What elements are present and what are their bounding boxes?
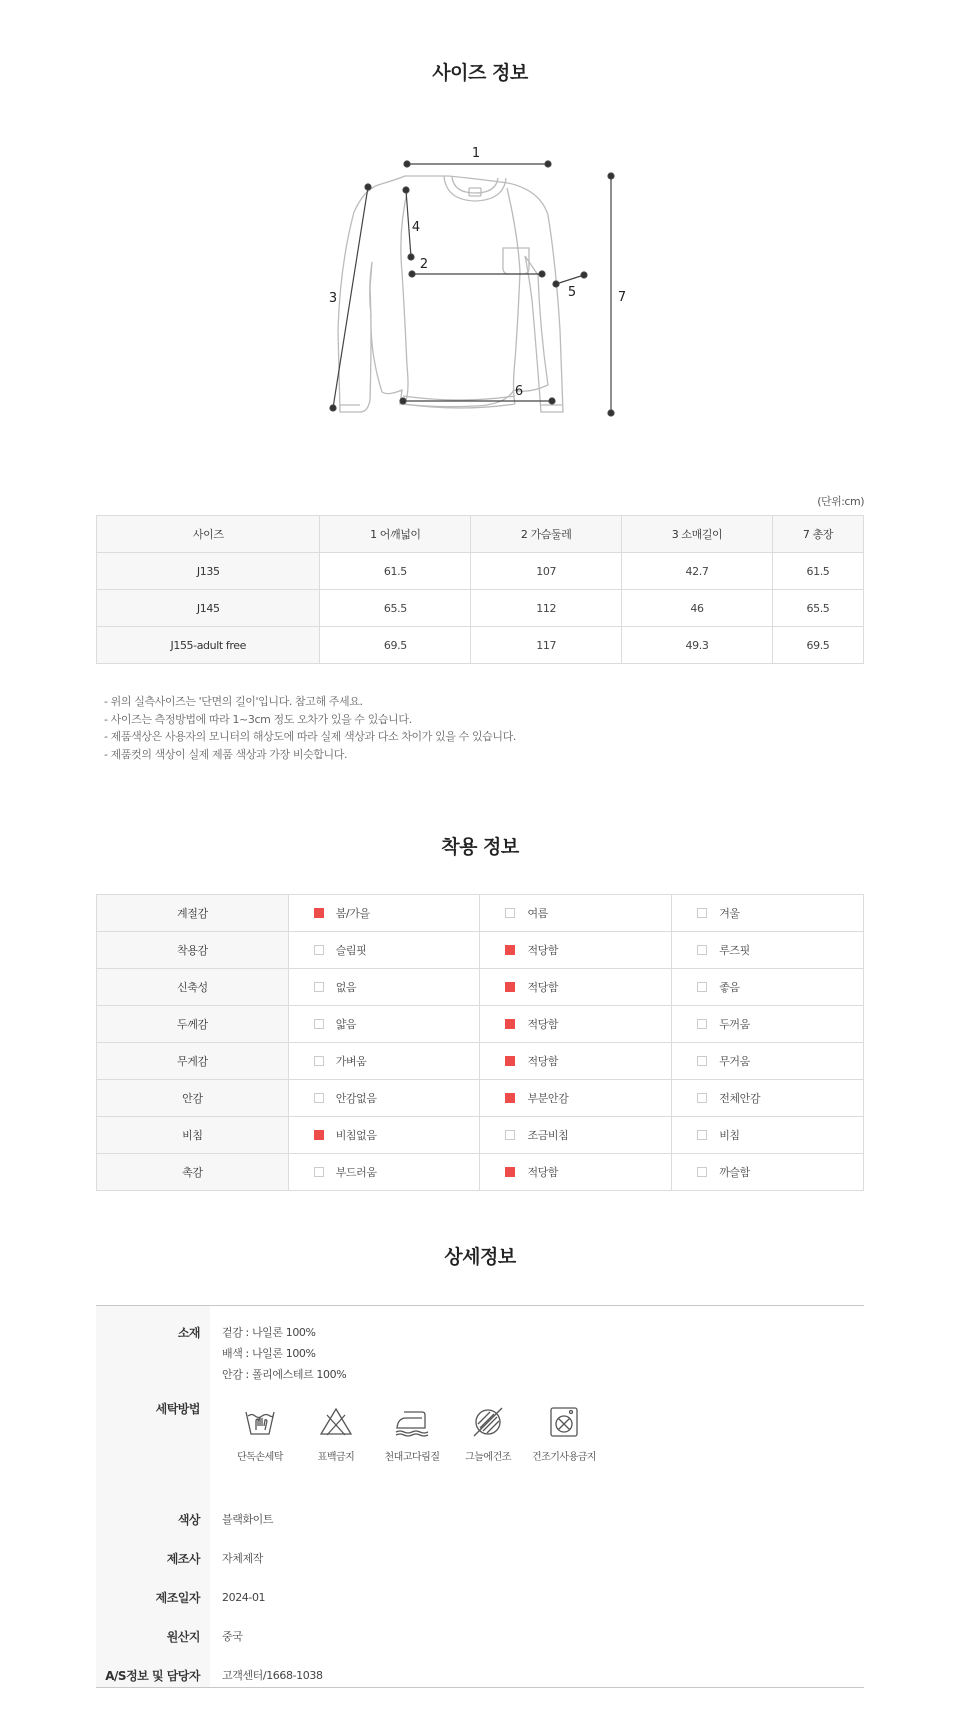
care-label: 표백금지 [317,1452,355,1463]
detail-value: 블랙화이트 [222,1513,274,1526]
care-item [222,1404,298,1463]
wear-option-label: 적당함 [527,1166,559,1179]
measure-label-1: 1 [471,146,481,161]
wear-option [672,1117,864,1154]
wear-option [672,1043,864,1080]
unchecked-box-icon [697,1056,707,1066]
unchecked-box-icon [314,945,324,955]
size-table-header [97,516,864,553]
wear-option [672,1080,864,1117]
unchecked-box-icon [314,1093,324,1103]
column-header: 7 총장 [772,516,863,553]
hand-wash-icon [242,1404,278,1440]
care-item [526,1404,602,1463]
wear-row [97,1154,864,1191]
wear-option-label: 부분안감 [527,1092,569,1105]
checked-box-icon [505,1093,515,1103]
wear-option-label: 여름 [527,907,548,920]
wear-option-label: 슬림핏 [335,944,367,957]
measure-label-6: 6 [514,384,524,399]
table-row [97,553,864,590]
wear-option-label: 안감없음 [335,1092,377,1105]
wear-info-title: 착용 정보 [441,836,519,858]
table-cell: 61.5 [772,553,863,590]
wear-row-label: 촉감 [97,1154,289,1191]
measure-label-7: 7 [617,290,627,305]
wear-option-label: 적당함 [527,1018,559,1031]
checked-box-icon [505,1056,515,1066]
checked-box-icon [505,1019,515,1029]
wear-option-label: 얇음 [335,1018,357,1031]
wear-option [672,1006,864,1043]
column-header: 3 소매길이 [622,516,773,553]
wear-row-label: 비침 [97,1117,289,1154]
table-cell: 65.5 [772,590,863,627]
wear-option [480,1154,672,1191]
size-name-cell: J155-adult free [97,627,320,664]
detail-info-panel [96,1305,864,1688]
wear-option [288,932,480,969]
shirt-outline [338,176,563,412]
wear-option-label: 봄/가을 [335,907,370,920]
iron-cloth-icon [394,1404,430,1440]
care-label: 건조기사용금지 [531,1452,597,1463]
wear-option-label: 적당함 [527,981,559,994]
detail-value: 2024-01 [222,1591,266,1604]
material-line: 안감 : 폴리에스테르 100% [222,1368,347,1381]
wear-row [97,969,864,1006]
measure-label-3: 3 [328,291,338,306]
wear-option-label: 무거움 [719,1055,750,1068]
wear-option-label: 좋음 [719,981,740,994]
no-tumble-dry-icon [546,1404,582,1440]
wear-row [97,932,864,969]
column-header: 2 가슴둘레 [471,516,622,553]
care-label: 천대고다림질 [384,1452,440,1463]
wear-option-label: 적당함 [527,944,559,957]
size-table [96,515,864,664]
detail-label: 제조일자 [155,1591,200,1605]
wear-option [480,1080,672,1117]
wear-option-label: 전체안감 [719,1092,761,1105]
wear-option [288,1043,480,1080]
wear-option-label: 부드러움 [335,1166,377,1179]
unchecked-box-icon [697,945,707,955]
wear-row [97,1006,864,1043]
wear-option-label: 까슬함 [719,1166,750,1179]
care-item [298,1404,374,1463]
wear-option [480,969,672,1006]
unchecked-box-icon [505,1130,515,1140]
unchecked-box-icon [697,1019,707,1029]
size-info-title: 사이즈 정보 [432,62,528,84]
unchecked-box-icon [697,1093,707,1103]
wear-option [288,1117,480,1154]
detail-label: 소재 [177,1326,200,1340]
table-row [97,590,864,627]
wear-row-label: 두께감 [97,1006,289,1043]
table-cell: 112 [471,590,622,627]
size-notes [104,693,516,763]
detail-label: 원산지 [166,1630,200,1644]
material-line: 배색 : 나일론 100% [222,1347,316,1360]
column-header: 1 어깨넓이 [320,516,471,553]
unchecked-box-icon [697,1130,707,1140]
column-header: 사이즈 [97,516,320,553]
wear-option [288,895,480,932]
wear-option [672,895,864,932]
table-cell: 107 [471,553,622,590]
note-line: - 사이즈는 측정방법에 따라 1~3cm 정도 오차가 있을 수 있습니다. [104,712,412,726]
wear-row-label: 착용감 [97,932,289,969]
checked-box-icon [505,945,515,955]
wear-row [97,895,864,932]
measure-label-4: 4 [411,220,421,235]
size-diagram [300,135,640,425]
wear-option [480,895,672,932]
wear-option [288,1154,480,1191]
material-line: 겉감 : 나일론 100% [222,1326,316,1339]
wear-option [480,1117,672,1154]
wear-option [672,969,864,1006]
wear-row-label: 신축성 [97,969,289,1006]
wear-row [97,1080,864,1117]
wear-option-label: 가벼움 [335,1055,367,1068]
no-bleach-icon [318,1404,354,1440]
unchecked-box-icon [505,908,515,918]
wear-row [97,1117,864,1154]
detail-label: 색상 [177,1513,200,1527]
care-label: 단독손세탁 [237,1452,283,1463]
wear-option [288,1006,480,1043]
unchecked-box-icon [314,982,324,992]
checked-box-icon [505,982,515,992]
wear-option [672,932,864,969]
wear-row-label: 무게감 [97,1043,289,1080]
detail-value: 중국 [222,1630,243,1643]
wear-option-label: 겨울 [719,907,740,920]
wear-option-label: 없음 [335,981,357,994]
unit-label: (단위:cm) [817,495,864,508]
unchecked-box-icon [697,908,707,918]
wear-option [480,1006,672,1043]
wear-row-label: 계절감 [97,895,289,932]
unchecked-box-icon [314,1056,324,1066]
care-label: 그늘에건조 [465,1452,511,1463]
wear-option-label: 조금비침 [527,1129,569,1142]
care-icons [222,1404,597,1464]
measure-label-2: 2 [419,257,429,272]
table-cell: 69.5 [772,627,863,664]
table-cell: 49.3 [622,627,773,664]
wear-option [672,1154,864,1191]
size-name-cell: J145 [97,590,320,627]
table-cell: 65.5 [320,590,471,627]
wear-row [97,1043,864,1080]
wear-option [480,932,672,969]
size-name-cell: J135 [97,553,320,590]
checked-box-icon [314,908,324,918]
measure-label-5: 5 [567,285,577,300]
wear-option-label: 비침 [719,1129,740,1142]
table-row [97,627,864,664]
wear-info-table [96,894,864,1191]
shade-dry-icon [470,1404,506,1440]
note-line: - 위의 실측사이즈는 '단면의 길이'입니다. 참고해 주세요. [104,695,363,708]
note-line: - 제품컷의 색상이 실제 제품 색상과 가장 비슷합니다. [104,747,348,761]
detail-label: 제조사 [166,1552,200,1566]
wear-option [480,1043,672,1080]
detail-label: 세탁방법 [155,1402,200,1416]
table-cell: 61.5 [320,553,471,590]
wear-option-label: 두꺼움 [719,1018,750,1031]
checked-box-icon [505,1167,515,1177]
wear-row-label: 안감 [97,1080,289,1117]
detail-info-title: 상세정보 [444,1246,516,1268]
wear-option-label: 루즈핏 [719,944,750,957]
detail-value: 고객센터/1668-1038 [222,1669,323,1682]
detail-value-material [222,1322,346,1385]
wear-option [288,969,480,1006]
table-cell: 42.7 [622,553,773,590]
care-item [450,1404,526,1463]
detail-value: 자체제작 [222,1552,263,1565]
wear-option [288,1080,480,1117]
table-cell: 69.5 [320,627,471,664]
note-line: - 제품색상은 사용자의 모니터의 해상도에 따라 실제 색상과 다소 차이가 있을 수 있습니다. [104,730,516,743]
checked-box-icon [314,1130,324,1140]
table-cell: 117 [471,627,622,664]
unchecked-box-icon [314,1019,324,1029]
unchecked-box-icon [314,1167,324,1177]
wear-option-label: 비침없음 [335,1129,377,1142]
unchecked-box-icon [697,982,707,992]
care-item [374,1404,450,1463]
detail-label: A/S정보 및 담당자 [105,1669,200,1683]
unchecked-box-icon [697,1167,707,1177]
table-cell: 46 [622,590,773,627]
wear-option-label: 적당함 [527,1055,559,1068]
